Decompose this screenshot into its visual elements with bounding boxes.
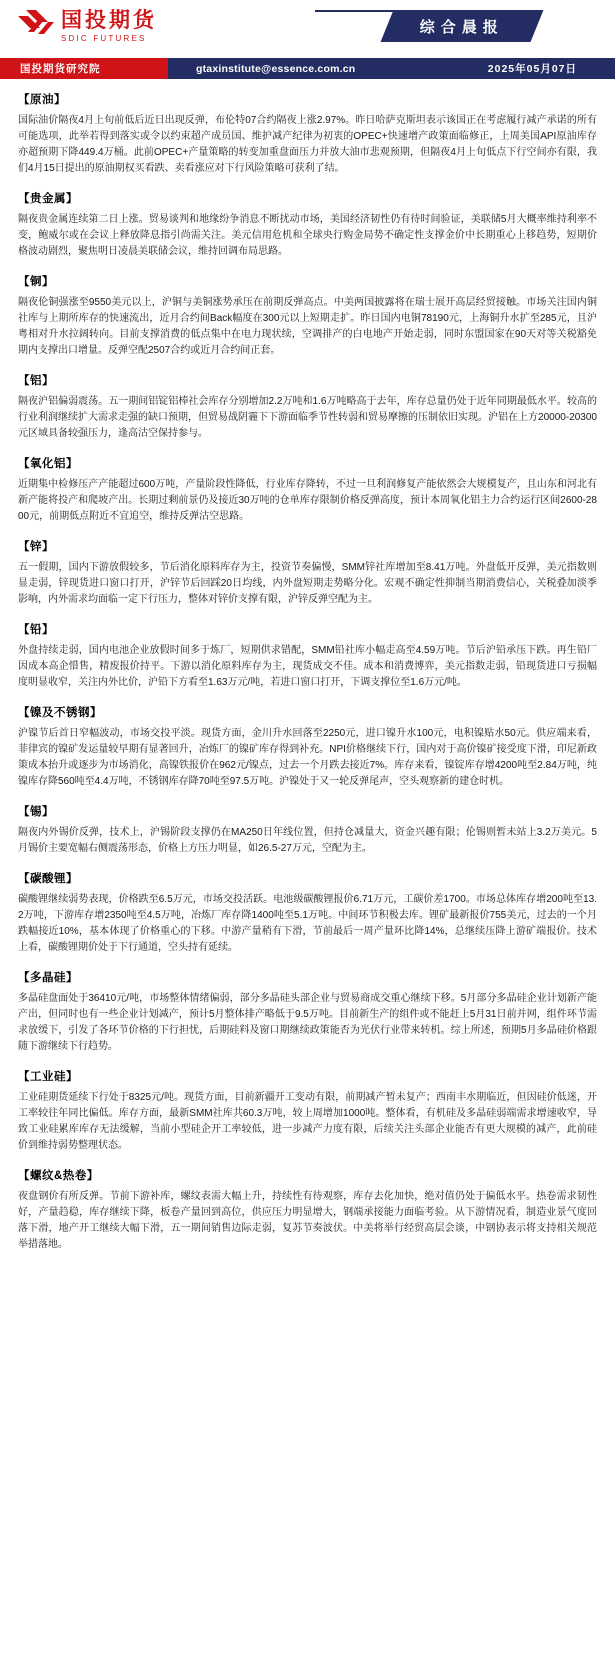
section-title-nickel-stainless: 【镍及不锈钢】: [18, 707, 102, 719]
section-body-polysilicon: 多晶硅盘面处于36410元/吨，市场整体情绪偏弱，部分多晶硅头部企业与贸易商成交重心继续下移。5月部分多晶硅企业计划新产能产出，但同时也有一些企业计划减产，预计5月整体排产略低于9.5万吨。目前新生产的组件或不能赶上5月31日前并网，组件环节需求放缓下，引发了各环节价格的下行担忧，后期硅料及窗口期继续政策能否为光伏行业带来转机。综上所述，预期5月多晶硅价格跟随下游继续下行趋势。: [18, 993, 597, 1052]
section-lead: [18, 621, 597, 691]
section-title-industrial-silicon: 【工业硅】: [18, 1071, 78, 1083]
report-date: 2025年05月07日: [487, 63, 577, 75]
logo-text: [61, 10, 157, 43]
section-zinc: [18, 538, 597, 608]
section-body-aluminum: 隔夜沪铝偏弱震荡。五一期间铝锭铝棒社会库存分别增加2.2万吨和1.6万吨略高于去年，库存总量仍处于近年同期最低水平。较高的行业利润继续扩大需求走强的缺口预期，但贸易战阴霾下下游面临季节性转弱和贸易摩擦的压制依旧实现。沪铝在上方20000-20300元区域具备较强压力，逢高沽空保持参与。: [18, 396, 597, 439]
section-body-nickel-stainless: 沪镍节后首日窄幅波动，市场交投平淡。现货方面，金川升水回落至2250元，进口镍升水100元，电积镍贴水50元。供应端来看，菲律宾的镍矿发运量较早期有显著回升，冶炼厂的镍矿库存得到补充。NPI价格继续下行，国内对于高价镍矿接受度下滑，印尼新政策成本抬升或逐步为市场消化，高镍铁报价在962元/镍点，过去一个月跌去接近7%。库存来看，镍锭库存增4200吨至2.84万吨，纯镍库存降560吨至4.4万吨，不锈钢库存降70吨至97.5万吨。沪镍处于又一轮反弹尾声，空头观察新的建仓时机。: [18, 728, 597, 787]
section-body-copper: 隔夜伦铜强涨至9550美元以上，沪铜与美铜涨势承压在前期反弹高点。中美两国披露将在瑞士展开高层经贸接触。市场关注国内铜社库与上期所库存的快速流出，近月合约间Back幅度在300元以上短期走扩。昨日国内电铜78190元，上海铜升水扩至285元，且沪粤相对升水拉阔转向。目前支撑消费的低点集中在电力现状续，空调排产的白电地产开始走弱，同时东盟国家在90天对等关税豁免期内支撑出口增量。反弹空配2507合约或近月合约间正套。: [18, 297, 597, 356]
section-lithium-carbonate: [18, 870, 597, 956]
report-type-badge-wrap: [387, 10, 557, 44]
section-title-lead: 【铅】: [18, 624, 54, 636]
section-industrial-silicon: [18, 1068, 597, 1154]
section-title-rebar-hrc: 【螺纹&热卷】: [18, 1170, 99, 1182]
sdic-logo-icon: [18, 10, 54, 40]
section-crude-oil: [18, 91, 597, 177]
report-type-badge: [381, 10, 544, 42]
section-title-tin: 【锡】: [18, 806, 54, 818]
report-body: [0, 79, 615, 1253]
info-bar: [0, 58, 615, 79]
section-precious-metals: [18, 190, 597, 260]
section-body-tin: 隔夜内外锡价反弹，技术上，沪锡阶段支撑仍在MA250日年线位置，但持仓减量大，资金兴趣有限；伦锡则暂未站上3.2万美元。5月锡价主要宽幅右侧震荡形态，价格上方压力明显，如26.5-27万元，空配为主。: [18, 827, 597, 854]
section-title-polysilicon: 【多晶硅】: [18, 972, 78, 984]
section-body-lithium-carbonate: 碳酸锂继续弱势表现，价格跌至6.5万元，市场交投活跃。电池级碳酸锂报价6.71万元，工碳价差1700。市场总体库存增200吨至13.2万吨，下游库存增2350吨至4.5万吨，冶炼厂库存降1400吨至5.1万吨。中间环节积极去库。锂矿最新报价755美元，过去的一个月跌幅接近10%，基本体现了价格重心的下移。中游产量稍有下滑，节前最后一周产量环比降14%，总继续压降上游矿端报价。技术上看，碳酸锂期价处于下行通道，空头持有延续。: [18, 894, 597, 953]
section-polysilicon: [18, 969, 597, 1055]
section-rebar-hrc: [18, 1167, 597, 1253]
section-title-crude-oil: 【原油】: [18, 94, 66, 106]
section-title-alumina: 【氧化铝】: [18, 458, 78, 470]
section-copper: [18, 273, 597, 359]
section-body-zinc: 五一假期，国内下游放假较多，节后消化原料库存为主，投资节奏偏慢，SMM锌社库增加至8.41万吨。外盘低开反弹，美元指数则显走弱，锌现货进口窗口打开，沪锌节后回踩20日均线，内外盘短期走势略分化。宏观不确定性抑制当期消费信心，关税叠加淡季影响，内外需求均面临一定下行压力，整体对锌价支撑有限，沪锌反弹空配为主。: [18, 562, 597, 605]
badge-tail-line: [315, 10, 395, 12]
section-aluminum: [18, 372, 597, 442]
section-title-lithium-carbonate: 【碳酸锂】: [18, 873, 78, 885]
report-header: [0, 0, 615, 58]
section-nickel-stainless: [18, 704, 597, 790]
logo-name-cn: 国投期货: [61, 9, 157, 32]
section-body-crude-oil: 国际油价隔夜4月上旬前低后近日出现反弹，布伦特07合约隔夜上涨2.97%。昨日哈萨克斯坦表示该国正在考虑履行减产承诺的所有可能选项，此举若得到落实或令以约束超产成员国、维护减产纪律为初衷的OPEC+快速增产政策面临修正，上周美国API原油库存亦超预期下降449.4万桶。此前OPEC+产量策略的转变加重盘面压力并放大油市悲观预期，但隔夜4月上旬低点下行空间亦有限，我们4月15日提出的原油期权买看跌、卖看涨应对下行风险策略可获利了结。: [18, 115, 597, 174]
contact-email: gtaxinstitute@essence.com.cn: [196, 62, 356, 75]
section-body-alumina: 近期集中检修压产产能超过600万吨，产量阶段性降低，行业库存降转，不过一旦利润修复产能依然会大规模复产，且山东和河北有新产能将投产和爬坡产出。长期过剩前景仍及接近30万吨的仓单库存限制价格反弹高度，预计本周氧化铝主力合约运行区间2600-2800元，前期低点附近不宜追空，维持反弹沽空思路。: [18, 479, 597, 522]
section-body-lead: 外盘持续走弱，国内电池企业放假时间多于炼厂，短期供求错配，SMM铅社库小幅走高至4.59万吨。节后沪铅承压下跌。再生铅厂因成本高企惜售，精废报价持平。下游以消化原料库存为主，现货成交不佳。成本和消费博弈，美元指数走弱，铅现货进口亏损幅度明显收窄，关注内外比价，沪铅下方看至1.63万元/吨，若进口窗口打开，下调支撑位至1.6万元/吨。: [18, 645, 597, 688]
section-alumina: [18, 455, 597, 525]
section-title-aluminum: 【铝】: [18, 375, 54, 387]
institute-name: 国投期货研究院: [0, 58, 168, 79]
section-tin: [18, 803, 597, 857]
section-title-zinc: 【锌】: [18, 541, 54, 553]
section-title-copper: 【铜】: [18, 276, 54, 288]
section-body-rebar-hrc: 夜盘钢价有所反弹。节前下游补库，螺纹表需大幅上升，持续性有待观察，库存去化加快，绝对值仍处于偏低水平。热卷需求韧性好，产量趋稳，库存继续下降，板卷产量回到高位，供应压力明显增大，钢端承接能力面临考验。从下游情况看，制造业景气度回落下滑，地产开工继续大幅下滑，五一期间销售边际走弱，复苏节奏波伏。中美将举行经贸高层会谈，中钢协表示将支持相关规范举措落地。: [18, 1191, 597, 1250]
section-title-precious-metals: 【贵金属】: [18, 193, 78, 205]
section-body-industrial-silicon: 工业硅期货延续下行处于8325元/吨。现货方面，目前新疆开工变动有限，前期减产暂未复产；西南丰水期临近，但因硅价低迷，开工率较往年同比偏低。库存方面，最新SMM社库共60.3万吨，较上周增加1000吨。整体看，有机硅及多晶硅弱端需求增速收窄，导致工业硅累库库存无法缓解，当前小型硅企开工率较低，进一步减产力度有限，后续关注头部企业能否有更大规模的减产，此前硅价到维持弱势整理状态。: [18, 1092, 597, 1151]
logo-name-en: SDIC FUTURES: [61, 34, 147, 43]
section-body-precious-metals: 隔夜贵金属连续第二日上涨。贸易谈判和地缘纷争消息不断扰动市场，美国经济韧性仍有待时间验证，美联储5月大概率维持利率不变，鲍威尔或在会议上释放降息指引尚需关注。美元信用危机和全球央行购金局势不确定性支撑金价中长期重心上移趋势，短期价格波动剧烈，聚焦明日凌晨美联储会议，维持回调布局思路。: [18, 214, 597, 257]
company-logo: [18, 10, 157, 43]
report-type-label: 综合晨报: [419, 18, 504, 36]
